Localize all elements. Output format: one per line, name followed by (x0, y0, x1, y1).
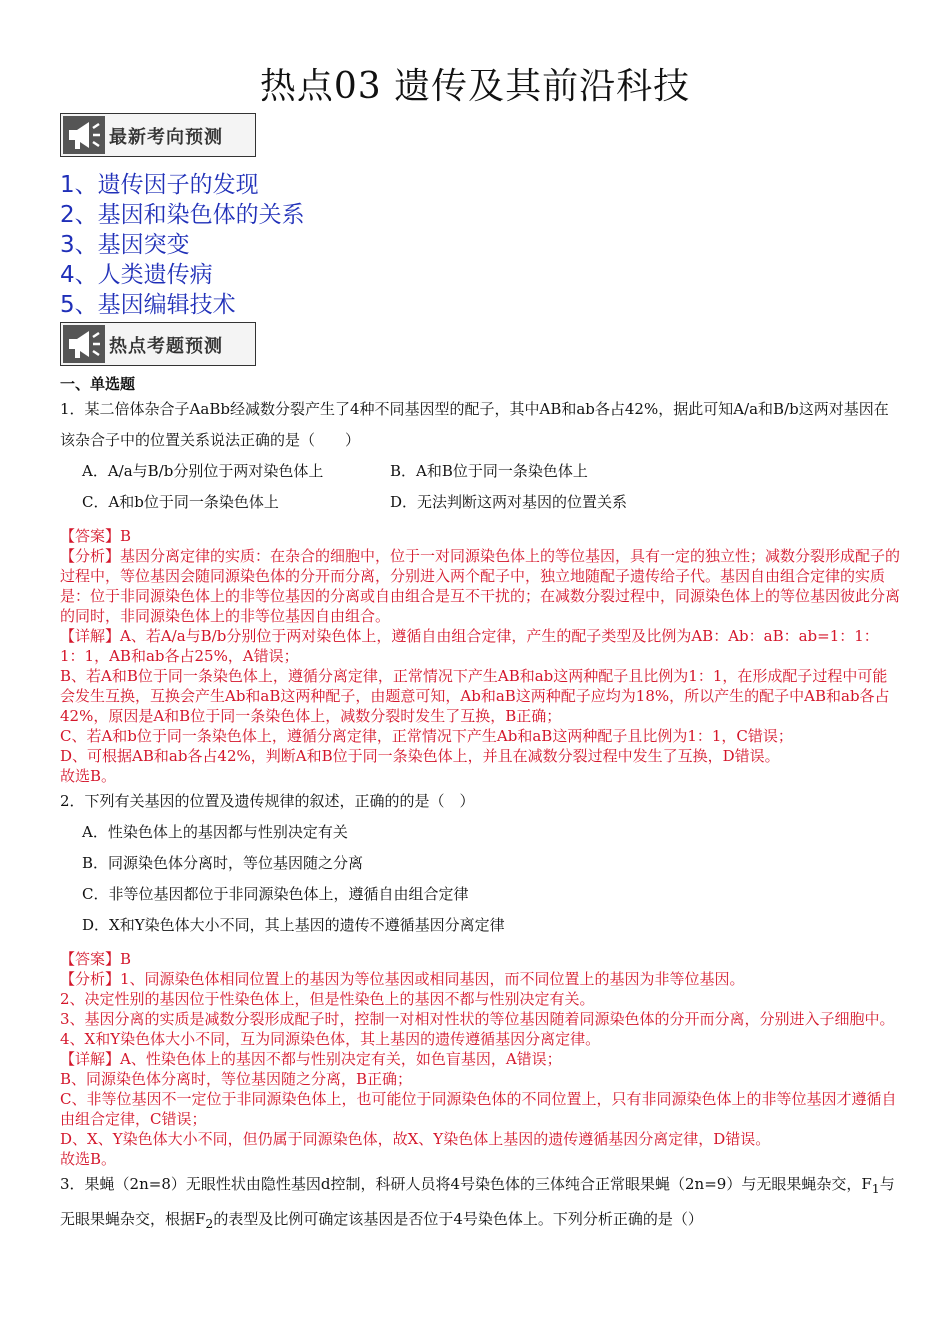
analysis: 【分析】基因分离定律的实质：在杂合的细胞中，位于一对同源染色体上的等位基因，具有一定的独立性；减数分裂形成配子的过程中，等位基因会随同源染色体的分开而分离，分别进入两个配子中，独立地随配子遗传给子代。基因自由组合定律的实质是：位于非同源染色体上的非等位基因的分离或自由组合是互不干扰的；在减数分裂过程中，同源染色体上的等位基因彼此分离的同时，非同源染色体上的非等位基因自由组合。 (60, 547, 901, 625)
topic-item: 3、基因突变 (60, 232, 190, 258)
question-stem: 3．果蝇（2n=8）无眼性状由隐性基因d控制，科研人员将4号染色体的三体纯合正常眼果蝇（2n=9）与无眼果蝇杂交，$F_1$与无眼果蝇杂交，根据$F_2$的表型及比例可确定该基因是否位于4号染色体上。下列分析正确的是（） (60, 1175, 895, 1231)
topic-list (60, 170, 305, 320)
answer: 【答案】B (60, 950, 132, 968)
option: A．性染色体上的基因都与性别决定有关 (82, 823, 348, 841)
option: A．A/a与B/b分别位于两对染色体上 (82, 462, 324, 480)
topic-item: 4、人类遗传病 (60, 262, 213, 288)
analysis-line: 3、基因分离的实质是减数分裂形成配子时，控制一对相对性状的等位基因随着同源染色体的分开而分离，分别进入子细胞中。 (60, 1010, 895, 1028)
detail-line: D、可根据AB和ab各占42%，判断A和B位于同一条染色体上，并且在减数分裂过程中发生了互换，D错误。 (60, 747, 780, 765)
analysis-line: 2、决定性别的基因位于性染色体上，但是性染色上的基因不都与性别决定有关。 (60, 990, 595, 1008)
answer: 【答案】B (60, 527, 132, 545)
megaphone-icon (63, 325, 105, 363)
page-title: 热点03 遗传及其前沿科技 (259, 66, 691, 107)
topic-item: 5、基因编辑技术 (60, 292, 236, 318)
option: B．同源染色体分离时，等位基因随之分离 (82, 854, 364, 872)
question-content (60, 374, 900, 1239)
option-list (82, 817, 900, 941)
answer-block (60, 526, 900, 786)
question-stem: 2．下列有关基因的位置及遗传规律的叙述，正确的的是（ ） (60, 792, 475, 810)
option: C．A和b位于同一条染色体上 (82, 493, 279, 511)
detail-line: C、若A和b位于同一条染色体上，遵循分离定律，正常情况下产生Ab和aB这两种配子且比例为1：1，C错误； (60, 727, 793, 745)
option: C．非等位基因都位于非同源染色体上，遵循自由组合定律 (82, 885, 469, 903)
option: D．X和Y染色体大小不同，其上基因的遗传不遵循基因分离定律 (82, 916, 505, 934)
detail-line: B、若A和B位于同一条染色体上，遵循分离定律，正常情况下产生AB和ab这两种配子且比例为1：1，在形成配子过程中可能会发生互换，互换会产生Ab和aB这两种配子，由题意可知，Ab和aB这两种配子应均为18%，所以产生的配子中AB和ab各占42%，原因是A和B位于同一条染色体上，减数分裂时发生了互换，B正确； (60, 667, 890, 725)
banner-label: 最新考向预测 (109, 127, 223, 148)
detail-line: 【详解】A、性染色体上的基因不都与性别决定有关，如色盲基因，A错误； (60, 1050, 562, 1068)
option: B．A和B位于同一条染色体上 (390, 462, 588, 480)
question-stem: 1．某二倍体杂合子AaBb经减数分裂产生了4种不同基因型的配子，其中AB和ab各占42%，据此可知A/a和B/b这两对基因在该杂合子中的位置关系说法正确的是（ ） (60, 400, 889, 449)
detail-line: B、同源染色体分离时，等位基因随之分离，B正确； (60, 1070, 413, 1088)
analysis-line: 4、X和Y染色体大小不同，互为同源染色体，其上基因的遗传遵循基因分离定律。 (60, 1030, 601, 1048)
topic-item: 2、基因和染色体的关系 (60, 202, 305, 228)
banner-label: 热点考题预测 (109, 336, 223, 357)
detail-line: 【详解】A、若A/a与B/b分别位于两对染色体上，遵循自由组合定律，产生的配子类型及比例为AB：Ab：aB：ab=1：1：1：1，AB和ab各占25%，A错误； (60, 627, 879, 665)
detail-line: C、非等位基因不一定位于非同源染色体上，也可能位于同源染色体的不同位置上，只有非同源染色体上的非等位基因才遵循自由组合定律，C错误； (60, 1090, 897, 1128)
megaphone-icon (63, 116, 105, 154)
option-list (82, 456, 900, 518)
topic-item: 1、遗传因子的发现 (60, 172, 259, 198)
analysis-line: 【分析】1、同源染色体相同位置上的基因为等位基因或相同基因，而不同位置上的基因为非等位基因。 (60, 970, 745, 988)
detail-line: D、X、Y染色体大小不同，但仍属于同源染色体，故X、Y染色体上基因的遗传遵循基因分离定律，D错误。 (60, 1130, 771, 1148)
banner-latest-trend (60, 113, 256, 157)
answer-block (60, 949, 900, 1169)
detail-line: 故选B。 (60, 767, 117, 785)
banner-hot-questions (60, 322, 256, 366)
option: D．无法判断这两对基因的位置关系 (390, 493, 628, 511)
section-heading: 一、单选题 (60, 375, 136, 393)
detail-line: 故选B。 (60, 1150, 117, 1168)
